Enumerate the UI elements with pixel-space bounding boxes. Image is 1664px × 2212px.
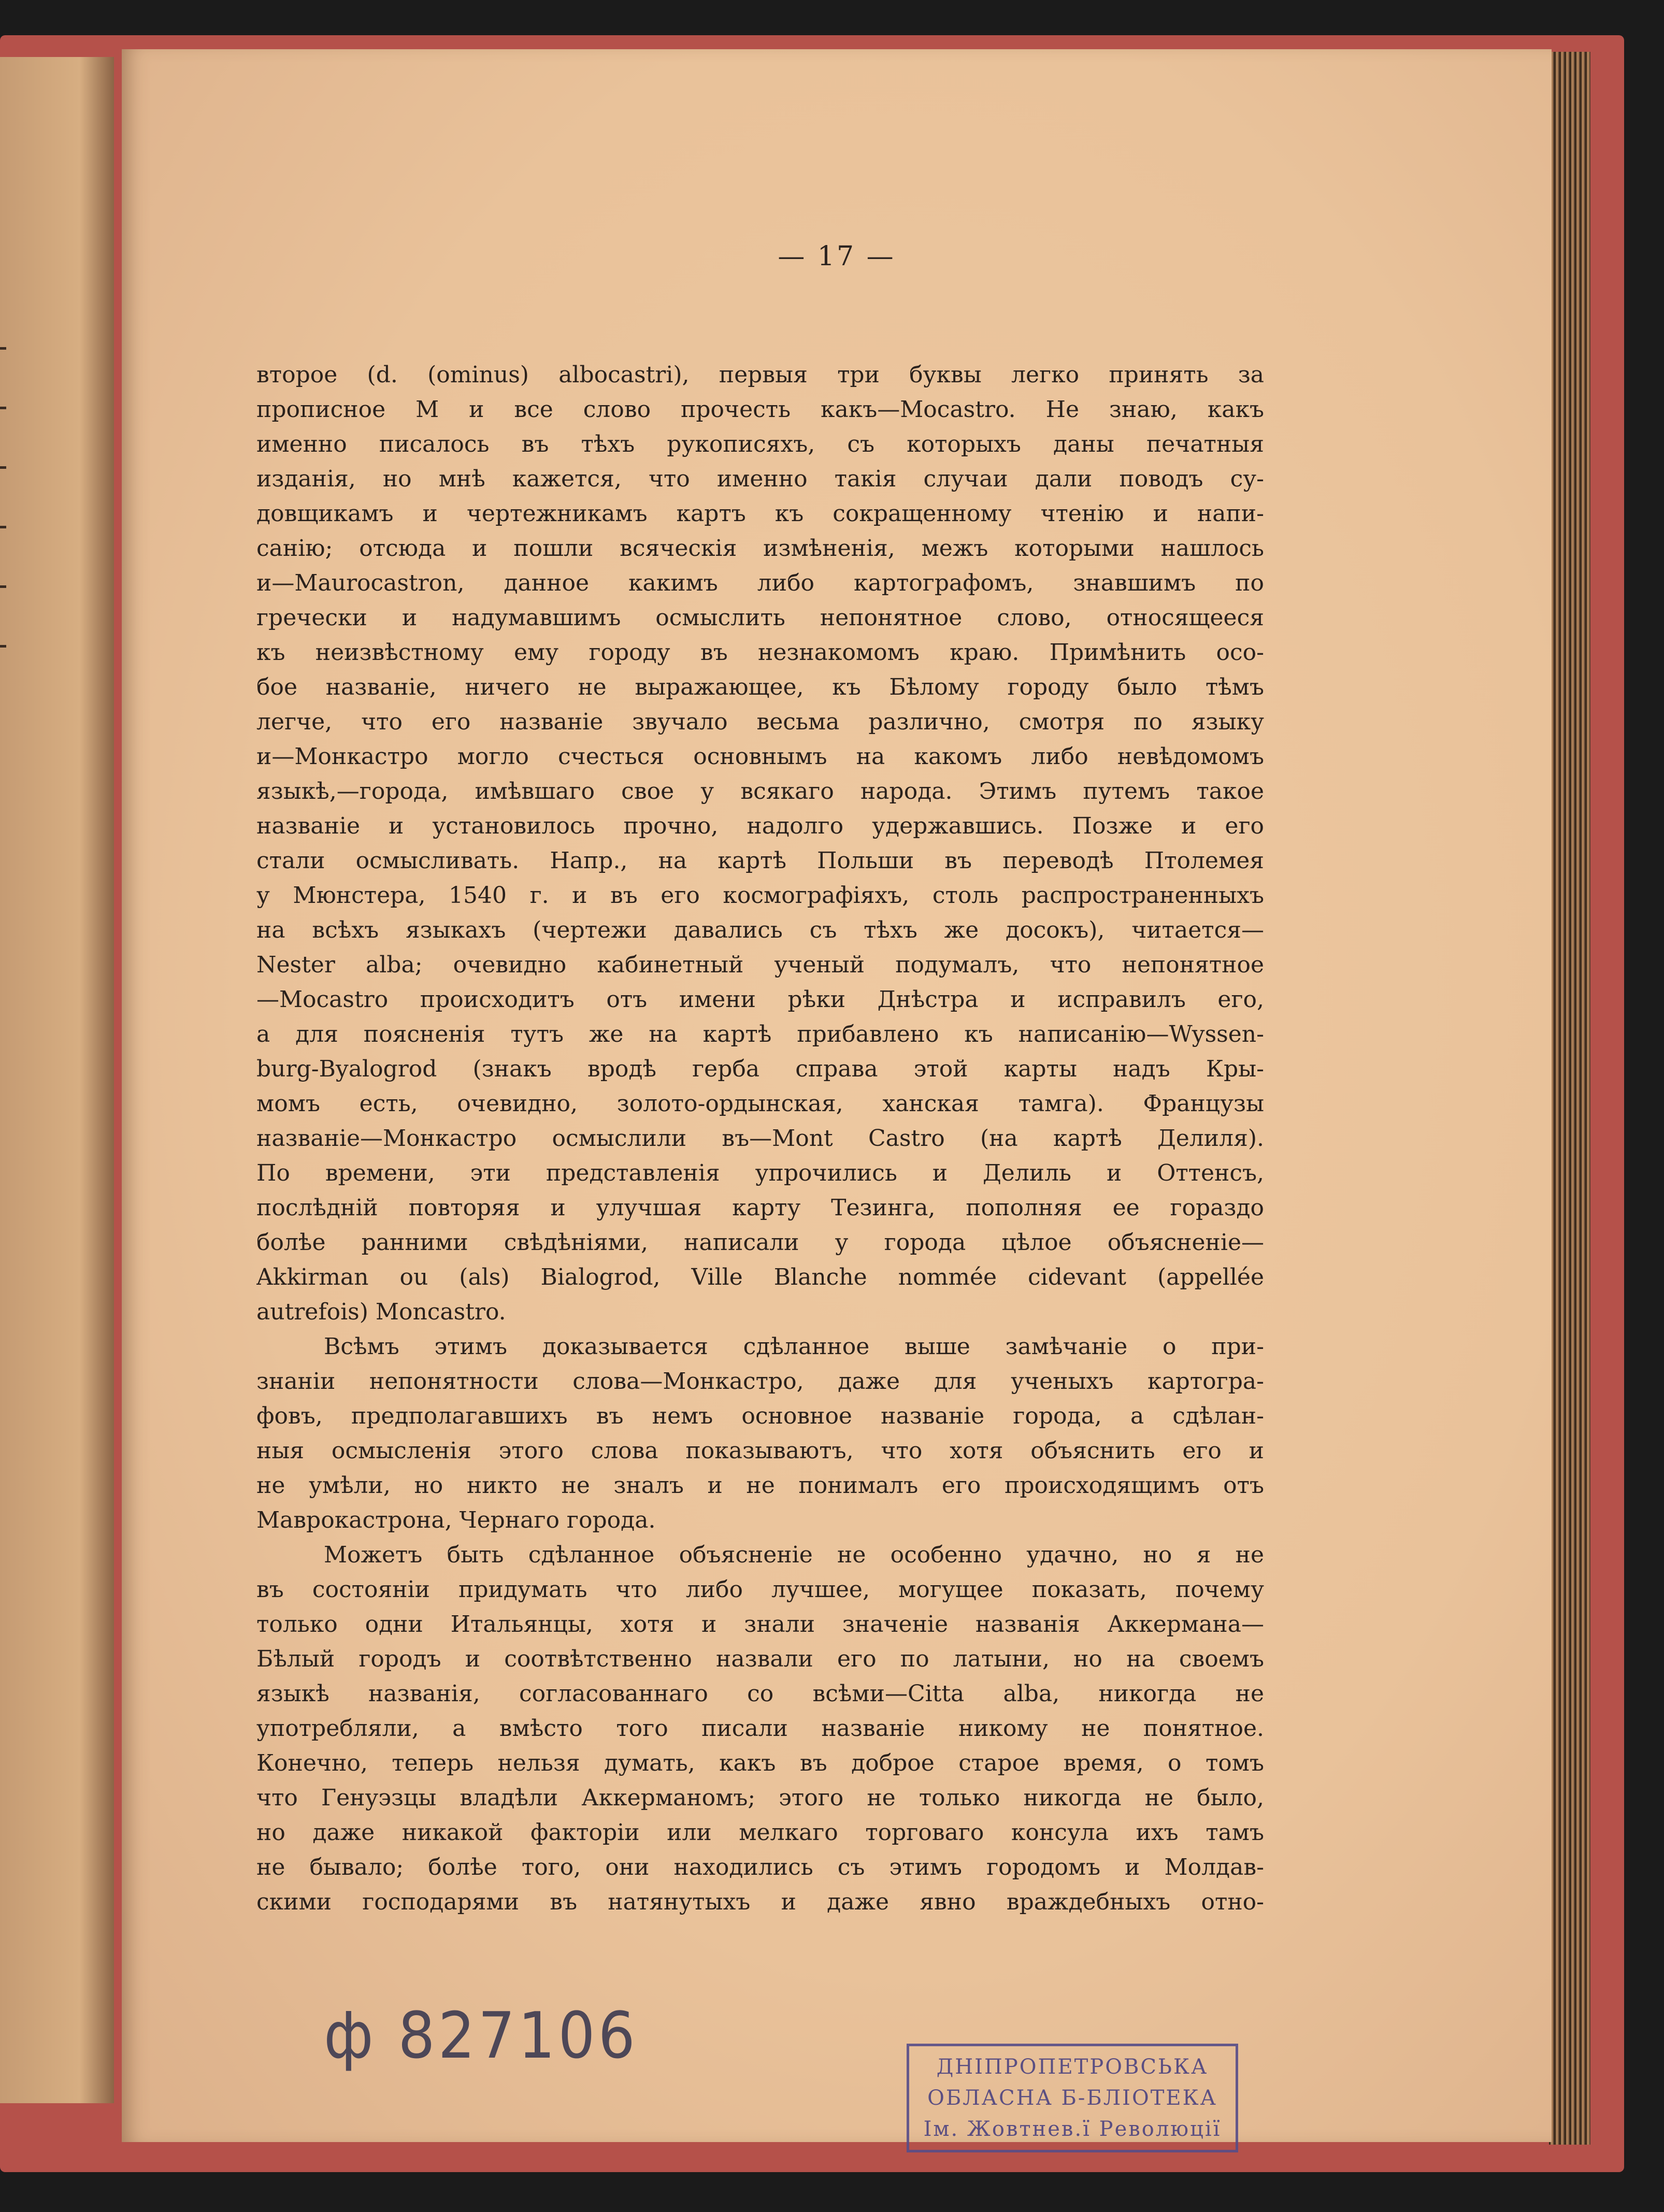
text-line: Всѣмъ этимъ доказывается сдѣланное выше замѣчаніе о при- xyxy=(324,1333,1264,1360)
text-line: Nester alba; очевидно кабинетный ученый подумалъ, что непонятное xyxy=(256,952,1264,978)
text-line: По времени, эти представленія упрочились и Делиль и Оттенсъ, xyxy=(256,1160,1264,1186)
text-line: не бывало; болѣе того, они находились съ этимъ городомъ и Молдав- xyxy=(256,1854,1264,1880)
text-line: Конечно, теперь нельзя думать, какъ въ доброе старое время, о томъ xyxy=(256,1750,1264,1776)
text-line: фовъ, предполагавшихъ въ немъ основное названіе города, а сдѣлан- xyxy=(256,1403,1264,1429)
text-line: прописное M и все слово прочесть какъ—Mocastro. Не знаю, какъ xyxy=(256,396,1264,423)
stamp-line: Ім. Жовтнев.ї Революції xyxy=(923,2117,1222,2141)
page-number: — 17 — xyxy=(778,241,896,272)
left-page-edge xyxy=(0,57,114,2103)
text-line: легче, что его названіе звучало весьма различно, смотря по языку xyxy=(256,709,1264,735)
text-line: Бѣлый городъ и соотвѣтственно назвали его по латыни, но на своемъ xyxy=(256,1646,1264,1672)
text-line: что Генуэзцы владѣли Аккерманомъ; этого не только никогда не было, xyxy=(256,1785,1264,1811)
text-line: а для поясненія тутъ же на картѣ прибавлено къ написанію—Wyssen- xyxy=(256,1021,1264,1047)
text-line: скими господарями въ натянутыхъ и даже явно враждебныхъ отно- xyxy=(256,1889,1264,1915)
text-line: языкѣ,—города, имѣвшаго свое у всякаго народа. Этимъ путемъ такое xyxy=(256,778,1264,805)
text-line: въ состояніи придумать что либо лучшее, могущее показать, почему xyxy=(256,1576,1264,1603)
stamp-line: ДНІПРОПЕТРОВСЬКА xyxy=(936,2055,1209,2079)
text-line: названіе и установилось прочно, надолго удержавшись. Позже и его xyxy=(256,813,1264,839)
handwritten-inventory-number: ф 827106 xyxy=(324,1999,638,2073)
text-line: именно писалось въ тѣхъ рукописяхъ, съ которыхъ даны печатныя xyxy=(256,431,1264,457)
book-page xyxy=(122,49,1552,2142)
text-line: довщикамъ и чертежникамъ картъ къ сокращенному чтенію и напи- xyxy=(256,500,1264,527)
text-line: на всѣхъ языкахъ (чертежи давались съ тѣхъ же досокъ), читается— xyxy=(256,917,1264,943)
body-text xyxy=(256,357,1264,1919)
text-line: къ неизвѣстному ему городу въ незнакомомъ краю. Примѣнить осо- xyxy=(256,639,1264,666)
text-line: у Мюнстера, 1540 г. и въ его космографіяхъ, столь распространенныхъ xyxy=(256,882,1264,909)
text-line: названіе—Монкастро осмыслили въ—Mont Castro (на картѣ Делиля). xyxy=(256,1125,1264,1152)
library-stamp xyxy=(907,2044,1238,2152)
text-line: не умѣли, но никто не зналъ и не понималъ его происходящимъ отъ xyxy=(256,1472,1264,1499)
text-line: послѣдній повторяя и улучшая карту Тезинга, пополняя ее гораздо xyxy=(256,1195,1264,1221)
text-line: Можетъ быть сдѣланное объясненіе не особенно удачно, но я не xyxy=(324,1542,1264,1568)
text-line: бое названіе, ничего не выражающее, къ Бѣлому городу было тѣмъ xyxy=(256,674,1264,700)
text-line: и—Монкастро могло счесться основнымъ на какомъ либо невѣдомомъ xyxy=(256,743,1264,770)
text-line: изданія, но мнѣ кажется, что именно такія случаи дали поводъ су- xyxy=(256,466,1264,492)
text-line: —Mocastro происходитъ отъ имени рѣки Днѣстра и исправилъ его, xyxy=(256,986,1264,1013)
text-line: autrefois) Moncastro. xyxy=(256,1299,506,1325)
text-line: ныя осмысленія этого слова показываютъ, что хотя объяснить его и xyxy=(256,1438,1264,1464)
text-line: Маврокастрона, Чернаго города. xyxy=(256,1507,656,1533)
text-line: burg-Byalogrod (знакъ вродѣ герба справа этой карты надъ Кры- xyxy=(256,1056,1264,1082)
text-line: гречески и надумавшимъ осмыслить непонятное слово, относящееся xyxy=(256,605,1264,631)
text-line: второе (d. (ominus) albocastri), первыя три буквы легко принять за xyxy=(256,362,1264,388)
text-line: но даже никакой факторіи или мелкаго торговаго консула ихъ тамъ xyxy=(256,1819,1264,1846)
text-line: болѣе ранними свѣдѣніями, написали у города цѣлое объясненіе— xyxy=(256,1229,1264,1256)
text-line: момъ есть, очевидно, золото-ордынская, ханская тамга). Французы xyxy=(256,1090,1264,1117)
text-line: употребляли, а вмѣсто того писали названіе никому не понятное. xyxy=(256,1715,1264,1742)
text-line: Akkirman ou (als) Bialogrod, Ville Blanche nommée cidevant (appellée xyxy=(256,1264,1264,1290)
text-line: стали осмысливать. Напр., на картѣ Польши въ переводѣ Птолемея xyxy=(256,848,1264,874)
text-line: и—Maurocastron, данное какимъ либо картографомъ, знавшимъ по xyxy=(256,570,1264,596)
text-line: только одни Итальянцы, хотя и знали значеніе названія Аккермана— xyxy=(256,1611,1264,1638)
page-edges xyxy=(1549,52,1590,2145)
text-line: языкѣ названія, согласованнаго со всѣми—Citta alba, никогда не xyxy=(256,1680,1264,1707)
stamp-line: ОБЛАСНА Б-БЛІОТЕКА xyxy=(927,2086,1217,2110)
text-line: знаніи непонятности слова—Монкастро, даже для ученыхъ картогра- xyxy=(256,1368,1264,1395)
text-line: санію; отсюда и пошли всяческія измѣненія, межъ которыми нашлось xyxy=(256,535,1264,562)
left-page-marks xyxy=(0,347,16,705)
